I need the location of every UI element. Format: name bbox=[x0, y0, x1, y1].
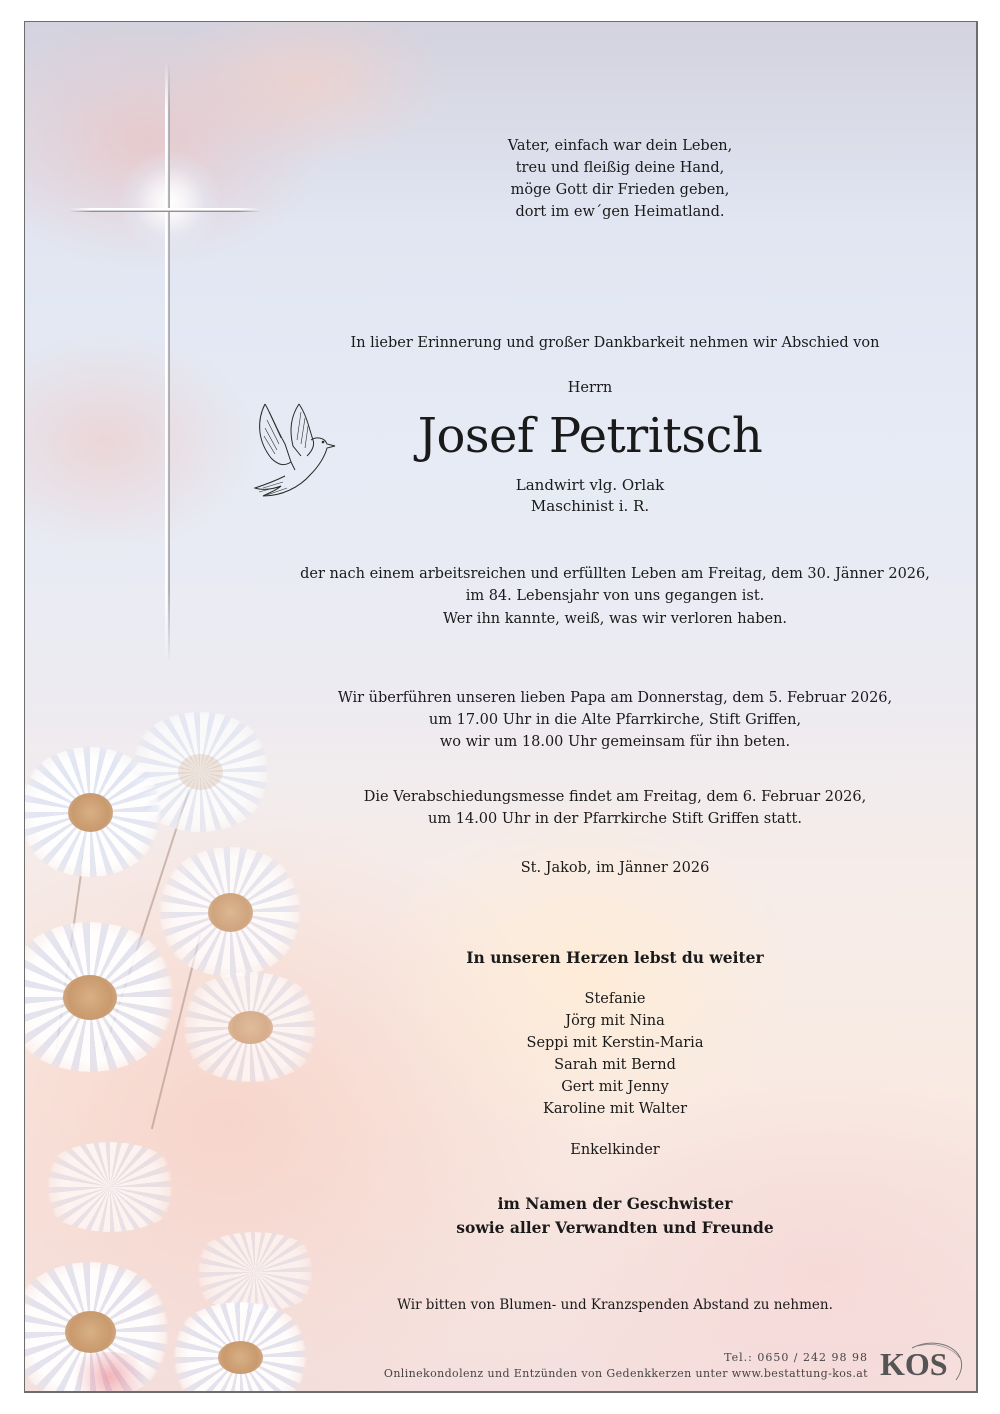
logo-swoosh-icon bbox=[908, 1340, 968, 1384]
family-member: Karoline mit Walter bbox=[542, 1101, 688, 1117]
deceased-title: Maschinist i. R. bbox=[530, 497, 650, 515]
deceased-titles bbox=[425, 475, 755, 517]
mass-line: Die Verabschiedungsmesse findet am Freitag, dem 6. Februar 2026, bbox=[363, 789, 867, 805]
poem bbox=[405, 135, 835, 223]
family-member: Jörg mit Nina bbox=[565, 1013, 665, 1029]
footer-phone: Tel.: 0650 / 242 98 98 bbox=[724, 1351, 868, 1364]
siblings-note bbox=[365, 1192, 865, 1240]
deceased-name: Josef Petritsch bbox=[417, 408, 763, 464]
poem-line: dort im ew´gen Heimatland. bbox=[515, 204, 725, 220]
family-member: Sarah mit Bernd bbox=[554, 1057, 676, 1073]
death-notice-line: der nach einem arbeitsreichen und erfüllten Leben am Freitag, dem 30. Jänner 2026, bbox=[300, 566, 930, 582]
kos-logo-text: KOS bbox=[880, 1346, 948, 1382]
flowers-note: Wir bitten von Blumen- und Kranzspenden Abstand zu nehmen. bbox=[397, 1297, 833, 1313]
death-notice bbox=[265, 563, 965, 607]
siblings-line: sowie aller Verwandten und Freunde bbox=[456, 1218, 774, 1237]
obituary-content bbox=[25, 22, 976, 1391]
poem-line: Vater, einfach war dein Leben, bbox=[507, 138, 733, 154]
mass-notice bbox=[285, 786, 945, 830]
siblings-line: im Namen der Geschwister bbox=[497, 1194, 733, 1213]
transfer-line: Wir überführen unseren lieben Papa am Donnerstag, dem 5. Februar 2026, bbox=[337, 690, 893, 706]
death-notice-line: im 84. Lebensjahr von uns gegangen ist. bbox=[465, 588, 765, 604]
salutation: Herrn bbox=[567, 380, 613, 396]
mass-line: um 14.00 Uhr in der Pfarrkirche Stift Griffen statt. bbox=[428, 811, 802, 827]
family-member: Gert mit Jenny bbox=[561, 1079, 669, 1095]
deceased-title: Landwirt vlg. Orlak bbox=[515, 476, 665, 494]
dove-icon bbox=[251, 400, 347, 506]
poem-line: möge Gott dir Frieden geben, bbox=[510, 182, 730, 198]
family-list bbox=[415, 988, 815, 1120]
family-member: Stefanie bbox=[584, 991, 646, 1007]
footer-website-note: Onlinekondolenz und Entzünden von Gedenkkerzen unter www.bestattung-kos.at bbox=[383, 1367, 868, 1380]
place-date: St. Jakob, im Jänner 2026 bbox=[520, 860, 710, 876]
memorial-quote: Wer ihn kannte, weiß, was wir verloren haben. bbox=[442, 611, 788, 627]
kos-logo bbox=[880, 1344, 964, 1384]
intro-text: In lieber Erinnerung und großer Dankbarkeit nehmen wir Abschied von bbox=[350, 335, 880, 351]
poem-line: treu und fleißig deine Hand, bbox=[515, 160, 725, 176]
transfer-line: um 17.00 Uhr in die Alte Pfarrkirche, Stift Griffen, bbox=[428, 712, 802, 728]
transfer-notice bbox=[285, 687, 945, 753]
family-member: Seppi mit Kerstin-Maria bbox=[526, 1035, 704, 1051]
grandchildren: Enkelkinder bbox=[570, 1142, 660, 1158]
obituary-card bbox=[24, 21, 978, 1393]
mourners-heading: In unseren Herzen lebst du weiter bbox=[466, 948, 764, 967]
transfer-line: wo wir um 18.00 Uhr gemeinsam für ihn beten. bbox=[439, 734, 791, 750]
